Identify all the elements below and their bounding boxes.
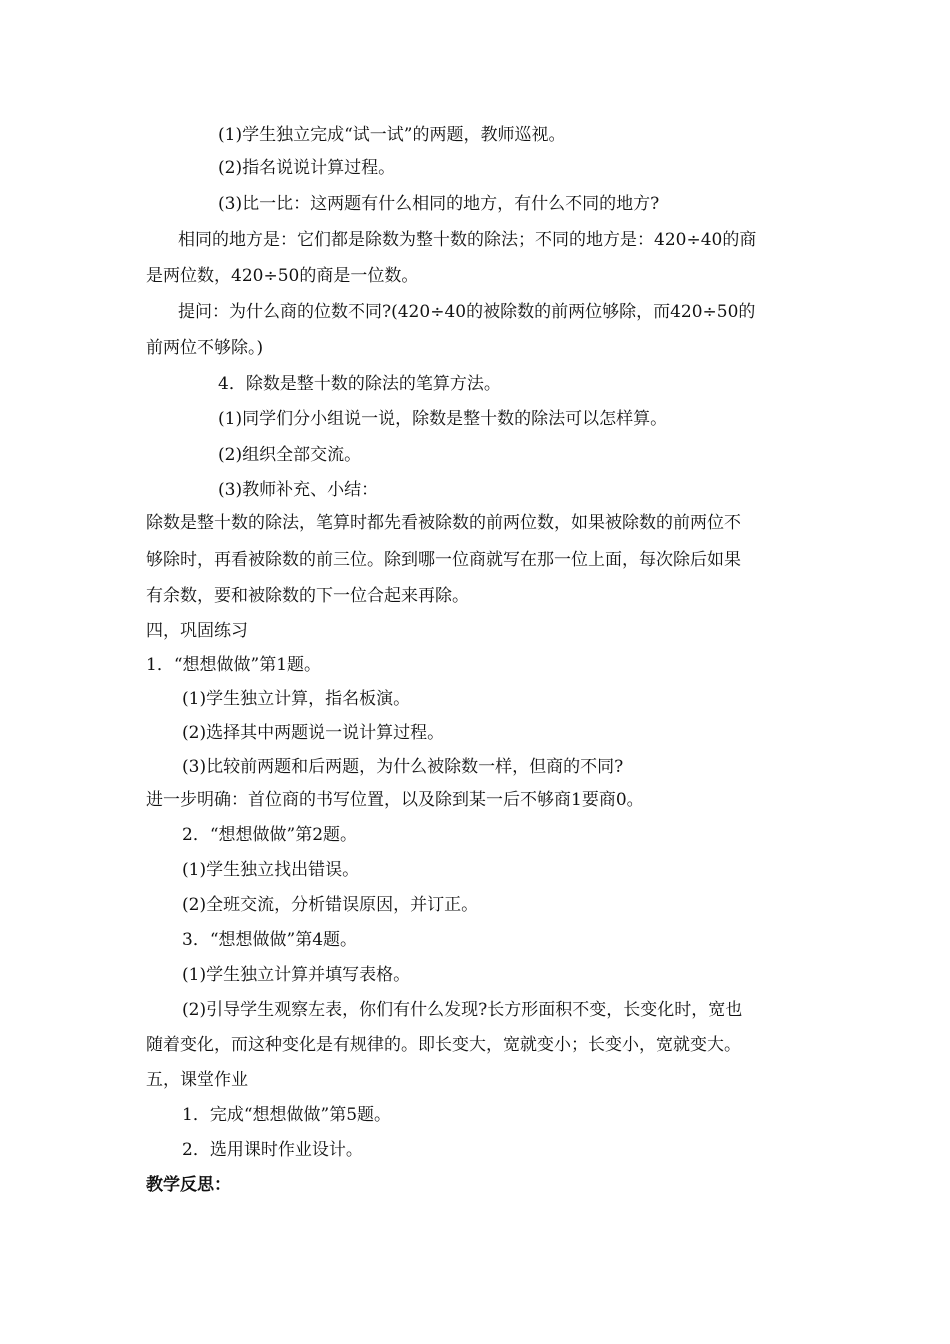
text-line: (2)选择其中两题说一说计算过程。	[182, 723, 445, 743]
text-line: (3)教师补充、小结：	[218, 480, 379, 500]
text-line: 是两位数，420÷50的商是一位数。	[146, 266, 419, 286]
text-line: (3)比一比：这两题有什么相同的地方，有什么不同的地方?	[218, 194, 660, 214]
text-line: 够除时，再看被除数的前三位。除到哪一位商就写在那一位上面，每次除后如果	[146, 550, 741, 570]
text-line: 有余数，要和被除数的下一位合起来再除。	[146, 586, 469, 606]
text-line: (3)比较前两题和后两题，为什么被除数一样，但商的不同?	[182, 757, 624, 777]
section-heading: 四，巩固练习	[146, 621, 248, 641]
text-line: 2．选用课时作业设计。	[182, 1140, 363, 1160]
text-line: 1．完成“想想做做”第5题。	[182, 1105, 392, 1125]
text-line: 3．“想想做做”第4题。	[182, 930, 358, 950]
text-line: (2)引导学生观察左表，你们有什么发现?长方形面积不变，长变化时，宽也	[182, 1000, 743, 1020]
text-line: 2．“想想做做”第2题。	[182, 825, 358, 845]
reflection-heading: 教学反思：	[146, 1175, 231, 1195]
text-line: (2)全班交流，分析错误原因，并订正。	[182, 895, 479, 915]
section-heading: 4．除数是整十数的除法的笔算方法。	[218, 374, 501, 394]
text-line: 进一步明确：首位商的书写位置，以及除到某一后不够商1要商0。	[146, 790, 644, 810]
section-heading: 五，课堂作业	[146, 1070, 248, 1090]
text-line: 提问：为什么商的位数不同?(420÷40的被除数的前两位够除，而420÷50的	[178, 302, 756, 322]
text-line: (1)学生独立计算并填写表格。	[182, 965, 411, 985]
text-line: (1)学生独立找出错误。	[182, 860, 360, 880]
text-line: 1．“想想做做”第1题。	[146, 655, 322, 675]
text-line: 随着变化，而这种变化是有规律的。即长变大，宽就变小；长变小，宽就变大。	[146, 1035, 741, 1055]
text-line: 除数是整十数的除法，笔算时都先看被除数的前两位数，如果被除数的前两位不	[146, 513, 741, 533]
text-line: (2)指名说说计算过程。	[218, 158, 396, 178]
text-line: 前两位不够除。)	[146, 338, 264, 358]
text-line: (2)组织全部交流。	[218, 445, 362, 465]
text-line: (1)同学们分小组说一说，除数是整十数的除法可以怎样算。	[218, 409, 668, 429]
text-line: (1)学生独立完成“试一试”的两题，教师巡视。	[218, 125, 566, 145]
text-line: (1)学生独立计算，指名板演。	[182, 689, 411, 709]
text-line: 相同的地方是：它们都是除数为整十数的除法；不同的地方是：420÷40的商	[178, 230, 757, 250]
